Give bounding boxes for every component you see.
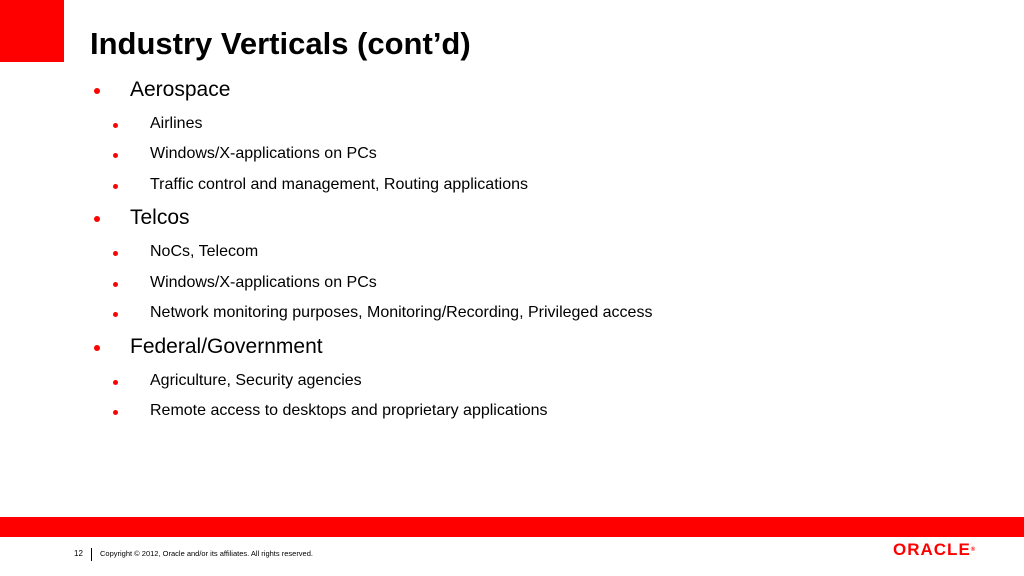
bullet-level1 (130, 77, 230, 103)
footer-red-bar (0, 517, 1024, 537)
bullet-level2 (150, 303, 652, 323)
red-dot-icon (113, 312, 118, 317)
bullet-level2 (150, 242, 258, 262)
red-dot-icon (113, 123, 118, 128)
bullet-level2 (150, 114, 202, 134)
bullet-level2 (150, 144, 377, 164)
bullet-label: Telcos (130, 206, 190, 229)
red-dot-icon (113, 410, 118, 415)
red-dot-icon (94, 88, 100, 94)
registered-mark: ® (970, 547, 976, 553)
copyright-notice: Copyright © 2012, Oracle and/or its affiliates. All rights reserved. (100, 549, 313, 558)
bullet-label: Windows/X-applications on PCs (150, 145, 377, 162)
corner-accent-block (0, 0, 64, 62)
bullet-level2 (150, 273, 377, 293)
bullet-label: Airlines (150, 115, 203, 132)
red-dot-icon (113, 380, 118, 385)
bullet-label: Traffic control and management, Routing applications (150, 176, 528, 193)
oracle-logo (893, 540, 975, 560)
red-dot-icon (113, 153, 118, 158)
red-dot-icon (113, 251, 118, 256)
red-dot-icon (94, 216, 100, 222)
footer-divider (91, 548, 92, 561)
bullet-level1 (130, 334, 323, 360)
page-number: 12 (74, 549, 83, 558)
bullet-label: Agriculture, Security agencies (150, 372, 362, 389)
bullet-label: Aerospace (130, 78, 231, 101)
logo-text: ORACLE (893, 540, 971, 559)
bullet-level2 (150, 175, 528, 195)
slide-title: Industry Verticals (cont’d) (90, 26, 471, 61)
bullet-label: Federal/Government (130, 335, 323, 358)
bullet-label: NoCs, Telecom (150, 243, 259, 260)
bullet-level2 (150, 371, 362, 391)
bullet-level1 (130, 205, 190, 231)
red-dot-icon (94, 345, 100, 351)
red-dot-icon (113, 282, 118, 287)
red-dot-icon (113, 184, 118, 189)
bullet-label: Windows/X-applications on PCs (150, 274, 377, 291)
bullet-level2 (150, 401, 548, 421)
bullet-label: Network monitoring purposes, Monitoring/Recording, Privileged access (150, 304, 653, 321)
bullet-label: Remote access to desktops and proprietary applications (150, 402, 548, 419)
